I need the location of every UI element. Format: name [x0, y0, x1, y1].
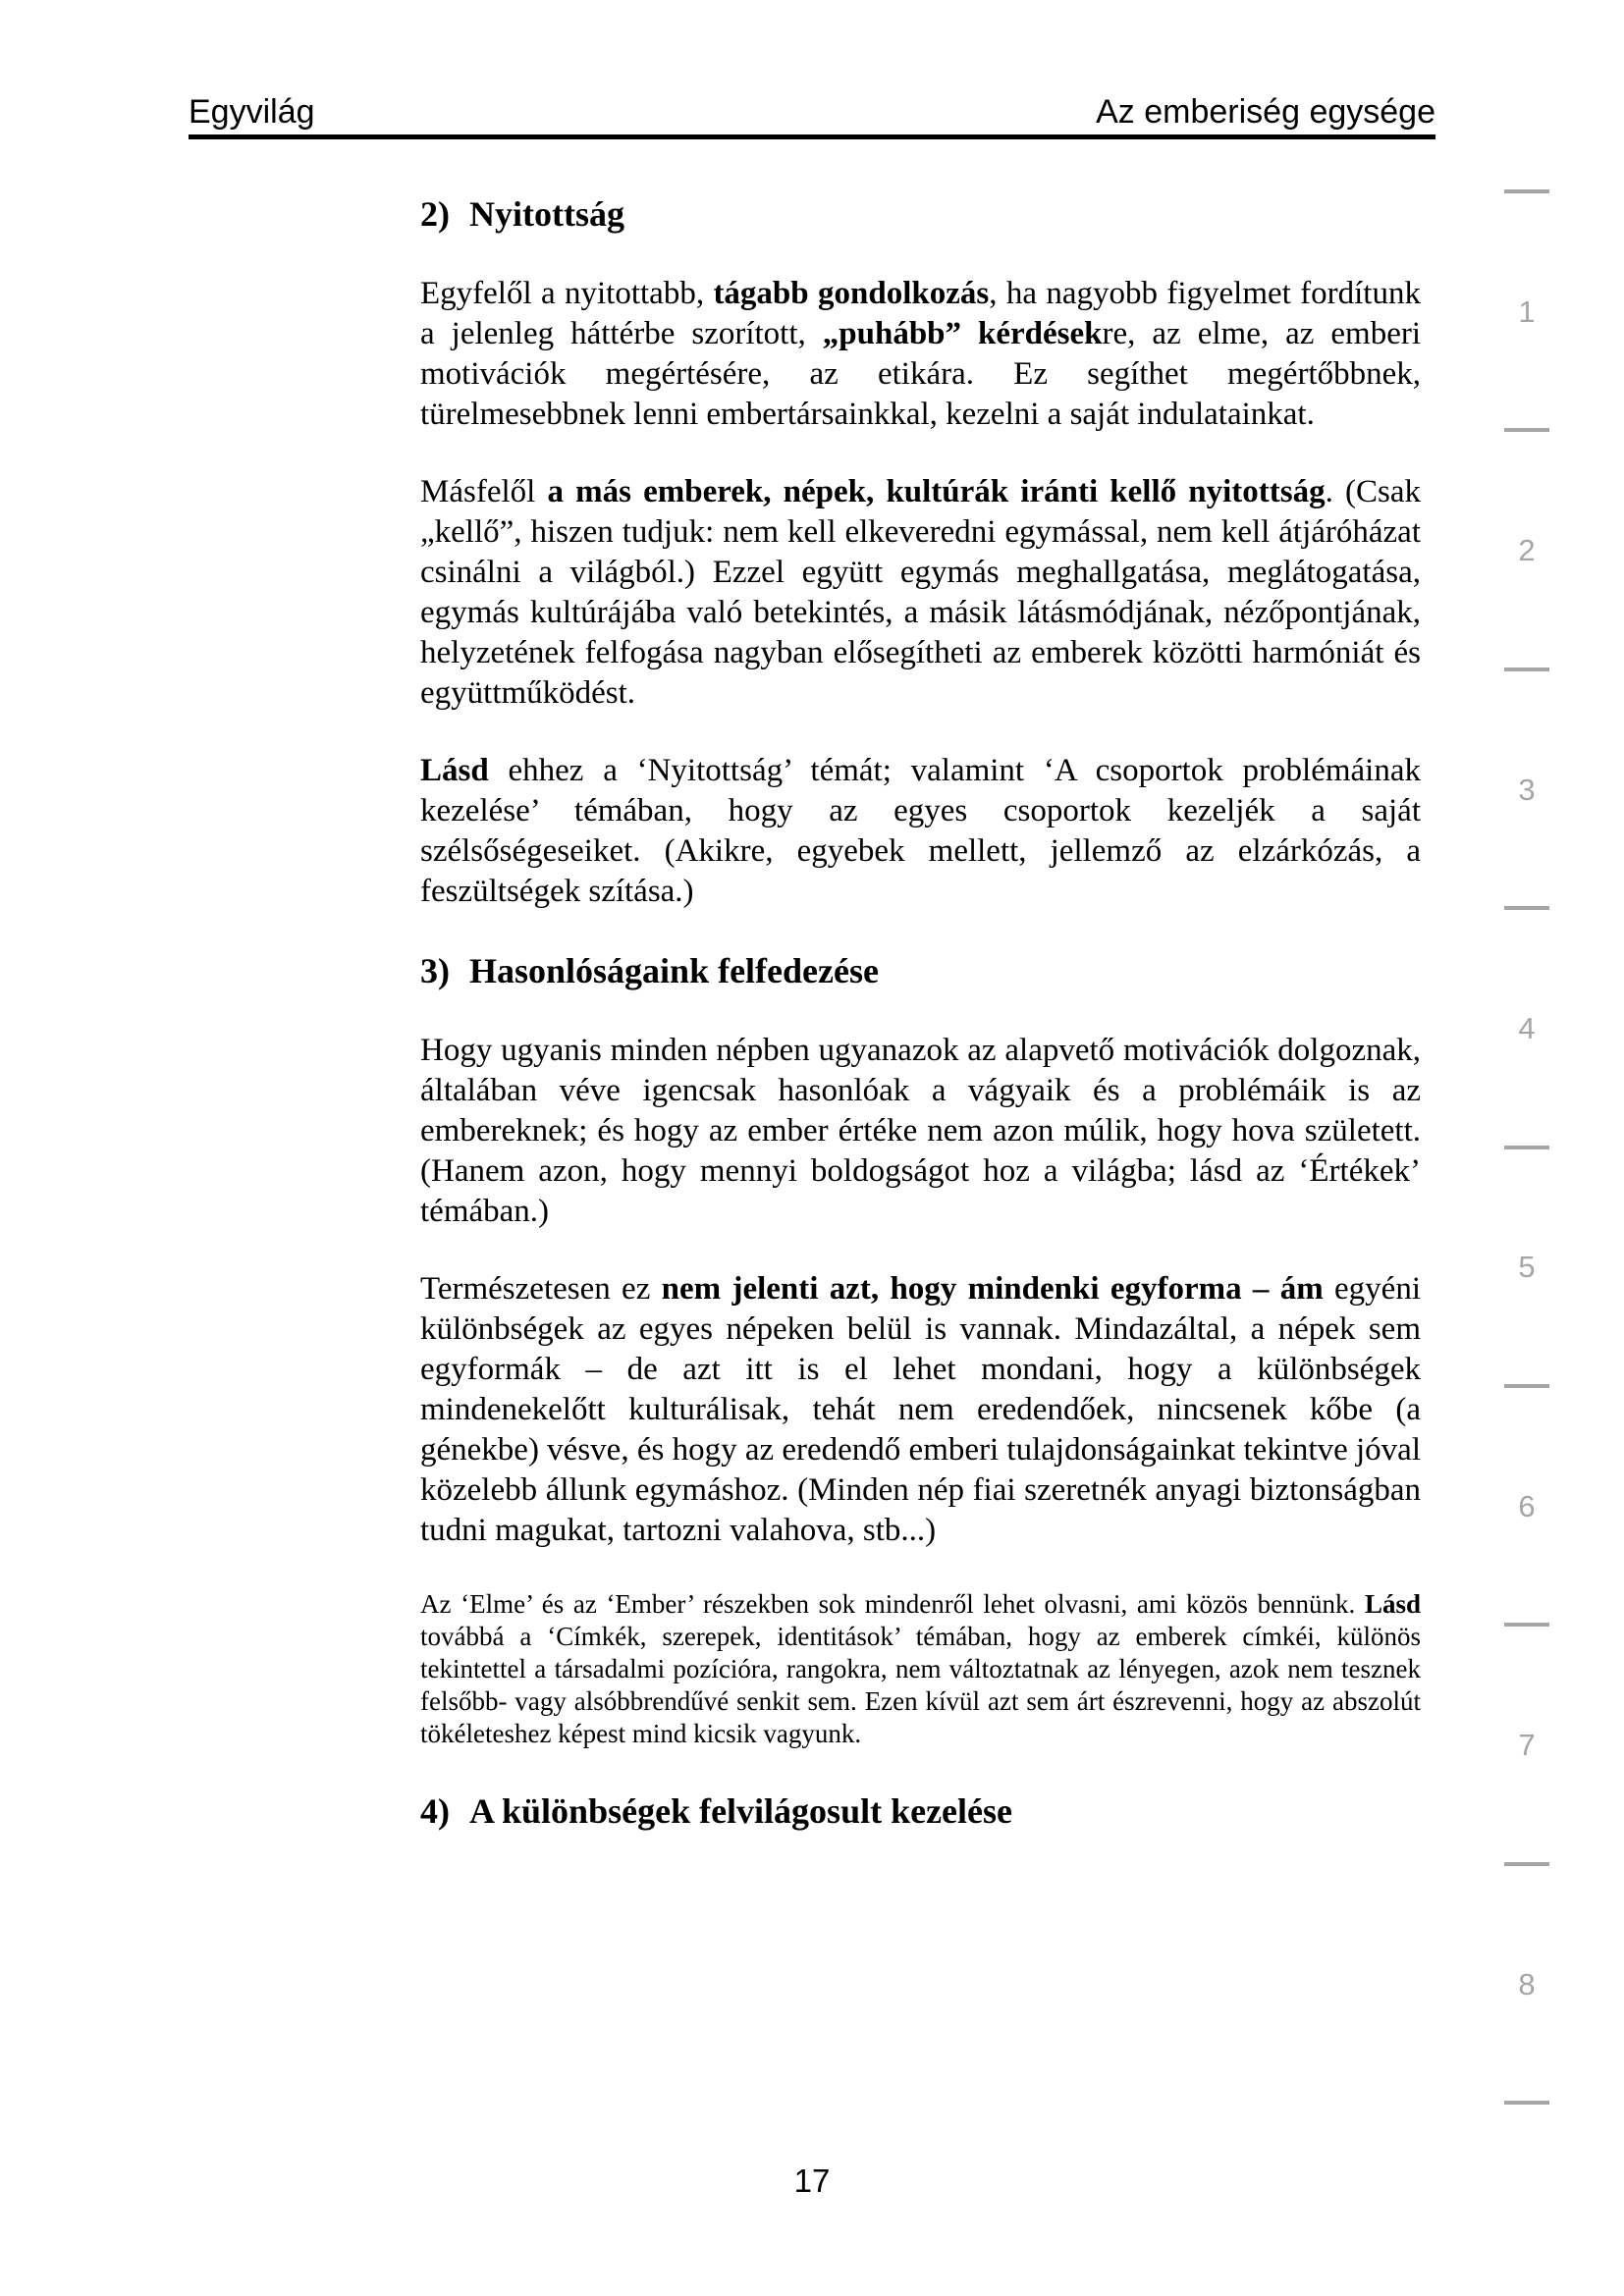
- text-run: Egyfelől a nyitottabb,: [420, 276, 714, 311]
- header-rule: [189, 134, 1435, 139]
- content-column: [420, 192, 1421, 1871]
- text-run: ehhez a ‘Nyitottság’ témát; valamint ‘A csoportok problémáinak kezelése’ témában, hogy az egyes csoportok kezeljék a saját szélsőségeseiket. (Akikre, egyebek mellett, jellemző az elzárkózás, a feszültségek szítása.): [420, 753, 1421, 909]
- margin-dash: [1504, 1623, 1549, 1627]
- margin-dash: [1504, 1146, 1549, 1149]
- margin-number: 2: [1518, 533, 1536, 568]
- margin-dash: [1504, 189, 1549, 193]
- margin-dash: [1504, 906, 1549, 910]
- page-number: 17: [793, 2163, 831, 2199]
- margin-number: 7: [1518, 1728, 1536, 1763]
- body-paragraph: [420, 274, 1421, 435]
- section-title: Hasonlóságaink felfedezése: [469, 951, 879, 990]
- margin-number: 1: [1518, 294, 1536, 329]
- bold-text-run: nem jelenti azt, hogy mindenki egyforma – ám: [661, 1271, 1324, 1307]
- section-number: 4): [420, 1791, 450, 1831]
- bold-text-run: Lásd: [420, 753, 489, 788]
- margin-number: 3: [1518, 772, 1536, 807]
- text-run: Másfelől: [420, 474, 548, 509]
- body-paragraph: [420, 1269, 1421, 1551]
- page-header: [189, 92, 1435, 132]
- section-heading: [420, 192, 1421, 237]
- margin-number: 8: [1518, 1966, 1536, 2002]
- margin-dash: [1504, 2101, 1549, 2105]
- body-paragraph: [420, 472, 1421, 714]
- text-run: re, az elme, az emberi motivációk megértésére, az etikára. Ez segíthet megértőbbnek, türelmesebbnek lenni embertársainkkal, kezelni a saját indulatainkat.: [420, 316, 1421, 432]
- body-paragraph: [420, 1031, 1421, 1232]
- margin-number: 4: [1518, 1010, 1536, 1045]
- text-run: . (Csak „kellő”, hiszen tudjuk: nem kell elkeveredni egymással, nem kell átjáróházat csinálni a világból.) Ezzel együtt egymás meghallgatása, meglátogatása, egymás kultúrájába való betekintés, a másik látásmódjának, nézőpontjának, helyzetének felfogása nagyban elősegítheti az emberek közötti harmóniát és együttműködést.: [420, 474, 1421, 711]
- section-number: 2): [420, 194, 450, 234]
- bold-text-run: tágabb gondolkozás: [713, 276, 990, 311]
- bold-text-run: Lásd: [1364, 1589, 1421, 1619]
- margin-dash: [1504, 1862, 1549, 1866]
- text-run: Természetesen ez: [420, 1271, 662, 1307]
- header-right-title: Az emberiség egysége: [1096, 93, 1435, 131]
- text-run: továbbá a ‘Címkék, szerepek, identitások’ témában, hogy az emberek címkéi, különös tekintettel a társadalmi pozícióra, rangokra, nem változtatnak az lényegen, azok nem tesznek felsőbb- vagy alsóbbrendűvé senkit sem. Ezen kívül azt sem árt észrevenni, hogy az abszolút tökéleteshez képest mind kicsik vagyunk.: [420, 1622, 1421, 1748]
- margin-dash: [1504, 428, 1549, 432]
- section-title: A különbségek felvilágosult kezelése: [469, 1791, 1013, 1831]
- margin-dash: [1504, 667, 1549, 671]
- margin-dash: [1504, 1384, 1549, 1388]
- text-run: Hogy ugyanis minden népben ugyanazok az alapvető motivációk dolgoznak, általában véve igencsak hasonlóak a vágyaik és a problémáik is az embereknek; és hogy az ember értéke nem azon múlik, hogy hova született. (Hanem azon, hogy mennyi boldogságot hoz a világba; lásd az ‘Értékek’ témában.): [420, 1033, 1421, 1229]
- section-title: Nyitottság: [469, 194, 624, 234]
- bold-text-run: a más emberek, népek, kultúrák iránti kellő nyitottság: [547, 474, 1326, 509]
- section-number: 3): [420, 951, 450, 990]
- section-heading: [420, 949, 1421, 993]
- text-run: , ha nagyobb figyelmet fordítunk a jelenleg háttérbe szorított,: [420, 276, 1421, 351]
- text-run: Az ‘Elme’ és az ‘Ember’ részekben sok mindenről lehet olvasni, ami közös bennünk.: [420, 1589, 1365, 1619]
- body-paragraph: [420, 751, 1421, 912]
- header-left-title: Egyvilág: [189, 93, 315, 131]
- bold-text-run: „puhább” kérdések: [822, 316, 1103, 351]
- section-heading: [420, 1789, 1421, 1834]
- margin-number: 6: [1518, 1488, 1536, 1523]
- margin-number: 5: [1518, 1250, 1536, 1285]
- text-run: egyéni különbségek az egyes népeken belül is vannak. Mindazáltal, a népek sem egyformák – de azt itt is el lehet mondani, hogy a különbségek mindenekelőtt kulturálisak, tehát nem eredendőek, nincsenek kőbe (a génekbe) vésve, és hogy az eredendő emberi tulajdonságainkat tekintve jóval közelebb állunk egymáshoz. (Minden nép fiai szeretnék anyagi biztonságban tudni magukat, tartozni valahova, stb...): [420, 1271, 1421, 1548]
- small-note-paragraph: [420, 1588, 1421, 1750]
